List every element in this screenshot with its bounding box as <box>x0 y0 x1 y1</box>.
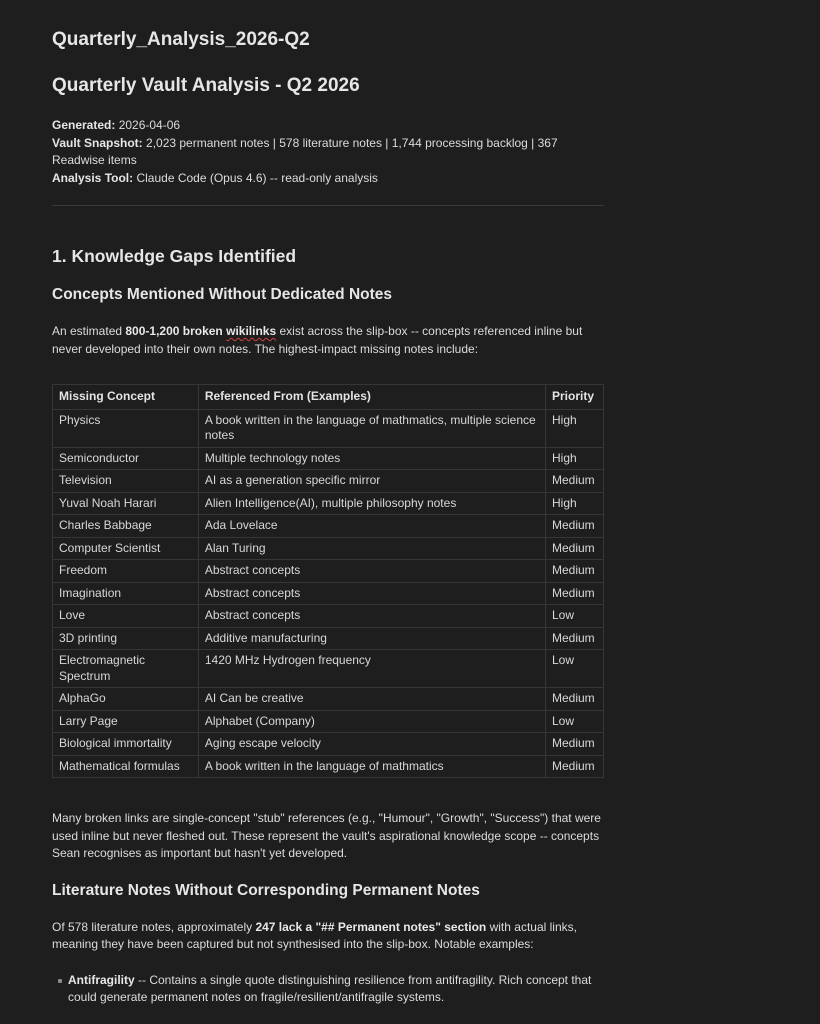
meta-snapshot-value: 2,023 permanent notes | 578 literature notes | 1,744 processing backlog | 367 Readwise items <box>52 135 558 167</box>
cell-concept: Computer Scientist <box>53 537 199 560</box>
cell-concept: Biological immortality <box>53 733 199 756</box>
cell-referenced-from: Alphabet (Company) <box>198 710 545 733</box>
table-row <box>53 582 604 605</box>
cell-referenced-from: Abstract concepts <box>198 605 545 628</box>
meta-tool <box>52 170 604 188</box>
table-row <box>53 605 604 628</box>
meta-generated-value: 2026-04-06 <box>115 118 181 132</box>
cell-referenced-from: Abstract concepts <box>198 560 545 583</box>
paragraph-stub-references: Many broken links are single-concept "stub" references (e.g., "Humour", "Growth", "Success") that were used inline but never fleshed out. These represent the vault's aspirational knowledge scope -- concepts Sean recognises as important but hasn't yet developed. <box>52 811 601 860</box>
cell-concept: Imagination <box>53 582 199 605</box>
cell-concept: Electromagnetic Spectrum <box>53 650 199 688</box>
cell-referenced-from: Multiple technology notes <box>198 447 545 470</box>
cell-priority: Medium <box>546 627 604 650</box>
cell-referenced-from: AI as a generation specific mirror <box>198 470 545 493</box>
file-title: Quarterly_Analysis_2026-Q2 <box>52 29 310 50</box>
subheading-literature-notes: Literature Notes Without Corresponding Permanent Notes <box>52 881 480 899</box>
meta-snapshot-label: Vault Snapshot: <box>52 135 143 150</box>
cell-referenced-from: Ada Lovelace <box>198 515 545 538</box>
text: An estimated <box>52 324 126 338</box>
meta-tool-label: Analysis Tool: <box>52 170 134 185</box>
text: Of 578 literature notes, approximately <box>52 919 256 934</box>
cell-referenced-from: A book written in the language of mathmatics <box>198 755 545 778</box>
cell-priority: Low <box>546 710 604 733</box>
table-row <box>53 627 604 650</box>
cell-priority: Medium <box>546 515 604 538</box>
spellcheck-flagged-word[interactable]: wikilinks <box>226 324 277 338</box>
table-header-row <box>53 385 604 410</box>
table-row <box>53 492 604 515</box>
cell-referenced-from: Alan Turing <box>198 537 545 560</box>
bold-text: 247 lack a "## Permanent notes" section <box>255 919 487 934</box>
table-row <box>53 470 604 493</box>
cell-priority: High <box>546 447 604 470</box>
meta-snapshot <box>52 135 604 170</box>
table-row <box>53 650 604 688</box>
bold-text <box>125 324 276 338</box>
subheading-concepts-without-notes: Concepts Mentioned Without Dedicated Notes <box>52 286 393 303</box>
list-item <box>68 972 604 1007</box>
cell-priority: Medium <box>546 582 604 605</box>
cell-referenced-from: AI Can be creative <box>198 688 545 711</box>
list-item-text: -- Contains a single quote distinguishing resilience from antifragility. Rich concept that could generate permanent notes on fragile/resilient/antifragile systems. <box>68 972 592 1004</box>
cell-referenced-from: 1420 MHz Hydrogen frequency <box>198 650 545 688</box>
metadata-block <box>52 117 604 187</box>
examples-list <box>52 972 604 1007</box>
cell-concept: Freedom <box>53 560 199 583</box>
cell-priority: Medium <box>546 688 604 711</box>
cell-referenced-from: Additive manufacturing <box>198 627 545 650</box>
cell-priority: Low <box>546 650 604 688</box>
paragraph-literature-notes <box>52 919 604 954</box>
cell-concept: Larry Page <box>53 710 199 733</box>
column-header-priority: Priority <box>546 385 604 410</box>
cell-priority: High <box>546 409 604 447</box>
table-row <box>53 733 604 756</box>
table-row <box>53 755 604 778</box>
paragraph-broken-wikilinks <box>52 323 604 358</box>
cell-priority: Medium <box>546 560 604 583</box>
cell-priority: Low <box>546 605 604 628</box>
document-view <box>52 0 604 1007</box>
cell-concept: 3D printing <box>53 627 199 650</box>
meta-generated <box>52 117 604 135</box>
cell-concept: Charles Babbage <box>53 515 199 538</box>
cell-concept: Yuval Noah Harari <box>53 492 199 515</box>
cell-concept: Mathematical formulas <box>53 755 199 778</box>
cell-referenced-from: Aging escape velocity <box>198 733 545 756</box>
table-row <box>53 409 604 447</box>
cell-referenced-from: Abstract concepts <box>198 582 545 605</box>
document-title: Quarterly Vault Analysis - Q2 2026 <box>52 75 360 96</box>
cell-priority: Medium <box>546 755 604 778</box>
table-row <box>53 710 604 733</box>
cell-concept: Television <box>53 470 199 493</box>
cell-priority: Medium <box>546 733 604 756</box>
table-row <box>53 515 604 538</box>
column-header-referenced-from: Referenced From (Examples) <box>198 385 545 410</box>
cell-priority: Medium <box>546 537 604 560</box>
table-row <box>53 560 604 583</box>
column-header-missing-concept: Missing Concept <box>53 385 199 410</box>
meta-generated-label: Generated: <box>52 118 116 132</box>
table-row <box>53 537 604 560</box>
text: with actual links, meaning they have been captured but not synthesised into the slip-box. Notable examples: <box>52 919 577 951</box>
horizontal-rule <box>52 205 604 206</box>
cell-concept: AlphaGo <box>53 688 199 711</box>
missing-concepts-table <box>52 384 604 778</box>
cell-priority: Medium <box>546 470 604 493</box>
cell-concept: Love <box>53 605 199 628</box>
cell-referenced-from: A book written in the language of mathmatics, multiple science notes <box>198 409 545 447</box>
meta-tool-value: Claude Code (Opus 4.6) -- read-only analysis <box>133 170 378 185</box>
cell-priority: High <box>546 492 604 515</box>
text: exist across the slip-box -- concepts referenced inline but never developed into their own notes. The highest-impact missing notes include: <box>52 324 583 356</box>
list-item-title: Antifragility <box>68 972 135 987</box>
bullet-icon <box>58 979 62 983</box>
cell-concept: Physics <box>53 409 199 447</box>
section-heading-knowledge-gaps: 1. Knowledge Gaps Identified <box>52 246 297 266</box>
cell-referenced-from: Alien Intelligence(AI), multiple philosophy notes <box>198 492 545 515</box>
cell-concept: Semiconductor <box>53 447 199 470</box>
text: 800-1,200 broken <box>125 324 227 338</box>
table-row <box>53 688 604 711</box>
table-row <box>53 447 604 470</box>
